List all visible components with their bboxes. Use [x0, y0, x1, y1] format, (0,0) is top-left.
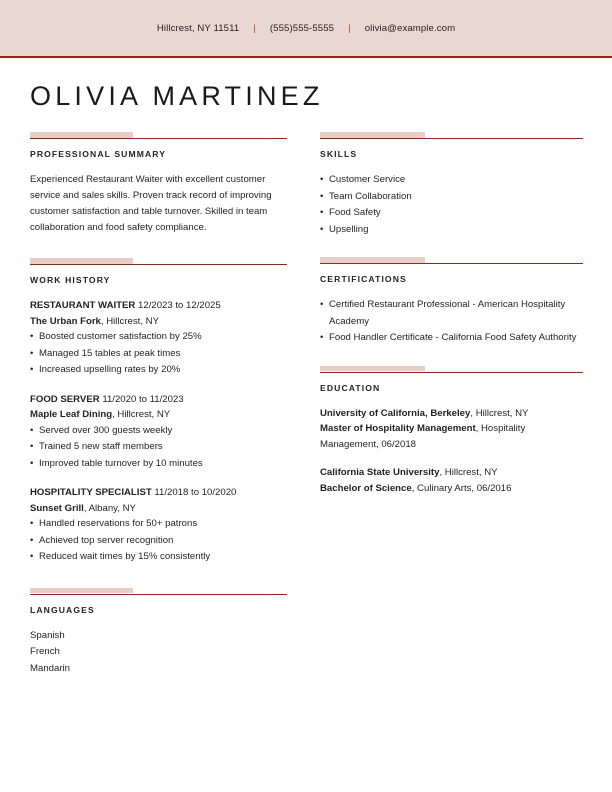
job-company-line	[30, 407, 287, 423]
section-rule	[320, 257, 583, 264]
education-degree: Master of Hospitality Management	[320, 423, 476, 434]
education-school-line	[320, 406, 583, 422]
job-bullet: • Handled reservations for 50+ patrons	[30, 516, 287, 533]
education-entry	[320, 406, 583, 453]
section-certifications	[320, 257, 583, 347]
skills-body	[320, 172, 583, 238]
job-bullet: • Achieved top server recognition	[30, 533, 287, 550]
section-work-history	[30, 258, 287, 566]
languages-body	[30, 628, 287, 678]
education-degree-detail: , Hospitality Management, 06/2018	[320, 423, 526, 450]
professional-summary-body	[30, 172, 287, 236]
job-heading	[30, 485, 287, 501]
job-company-line	[30, 314, 287, 330]
section-rule	[320, 366, 583, 373]
section-title-languages: LANGUAGES	[30, 604, 95, 615]
spacer	[30, 236, 287, 258]
language-item: Mandarin	[30, 662, 70, 674]
job-location: , Albany, NY	[83, 502, 136, 514]
job-bullet: • Increased upselling rates by 20%	[30, 362, 287, 379]
section-rule	[30, 132, 287, 139]
language-item: French	[30, 646, 60, 657]
contact-info	[157, 23, 455, 34]
job-bullet: • Served over 300 guests weekly	[30, 423, 287, 440]
skill-item: • Food Safety	[320, 205, 583, 222]
work-history-entry	[30, 485, 287, 566]
name-block	[0, 58, 612, 110]
right-column	[320, 132, 583, 677]
section-title-work-history: WORK HISTORY	[30, 275, 111, 285]
skill-item: • Customer Service	[320, 172, 583, 189]
certification-item: • Food Handler Certificate - California Food Safety Authority	[320, 330, 583, 347]
section-education	[320, 366, 583, 497]
spacer	[320, 238, 583, 257]
job-heading	[30, 392, 287, 408]
section-rule	[30, 588, 287, 595]
job-location: , Hillcrest, NY	[112, 409, 171, 420]
job-bullet: • Boosted customer satisfaction by 25%	[30, 329, 287, 346]
section-title-education: EDUCATION	[320, 382, 381, 393]
education-entry	[320, 465, 583, 496]
section-title-certifications: CERTIFICATIONS	[320, 274, 407, 284]
section-title-professional-summary: PROFESSIONAL SUMMARY	[30, 149, 167, 159]
education-degree-detail: , Culinary Arts, 06/2016	[411, 482, 512, 494]
section-title-skills: SKILLS	[320, 149, 358, 159]
job-role: FOOD SERVER	[30, 393, 100, 405]
spacer	[30, 566, 287, 588]
language-item: Spanish	[30, 629, 65, 641]
job-dates: 11/2020 to 11/2023	[102, 393, 184, 405]
education-school-location: , Hillcrest, NY	[470, 407, 529, 419]
job-bullet: • Reduced wait times by 15% consistently	[30, 549, 287, 566]
job-role: RESTAURANT WAITER	[30, 300, 136, 311]
education-degree: Bachelor of Science	[320, 482, 412, 494]
certifications-body	[320, 297, 583, 347]
work-history-body	[30, 298, 287, 566]
skill-item: • Team Collaboration	[320, 189, 583, 206]
contact-location: Hillcrest, NY 11511	[156, 22, 240, 34]
professional-summary-text: Experienced Restaurant Waiter with excellent customer service and sales skills. Proven track record of improving customer satisfaction and table turnover. Skilled in team collaboration and food safety compliance.	[30, 174, 272, 233]
job-bullet-list	[30, 423, 287, 473]
candidate-name: OLIVIA MARTINEZ	[30, 81, 324, 111]
skill-list	[320, 172, 583, 238]
job-bullet: • Trained 5 new staff members	[30, 439, 287, 456]
job-bullet-list	[30, 329, 287, 379]
education-school-location: , Hillcrest, NY	[439, 467, 498, 478]
work-history-entry	[30, 298, 287, 379]
job-role: HOSPITALITY SPECIALIST	[30, 487, 152, 498]
work-history-entry	[30, 392, 287, 473]
job-bullet-list	[30, 516, 287, 566]
education-degree-line	[320, 421, 583, 452]
education-school: California State University	[320, 467, 440, 478]
section-rule	[320, 132, 583, 139]
contact-phone: (555)555-5555	[269, 22, 335, 34]
section-skills	[320, 132, 583, 238]
resume-body	[0, 132, 612, 677]
section-rule	[30, 258, 287, 265]
contact-separator-1: |	[253, 22, 256, 34]
education-school-line	[320, 465, 583, 481]
education-degree-line	[320, 481, 583, 497]
left-column	[30, 132, 287, 677]
spacer	[320, 347, 583, 366]
job-bullet: • Managed 15 tables at peak times	[30, 346, 287, 363]
job-dates: 12/2023 to 12/2025	[138, 300, 221, 311]
job-company: The Urban Fork	[30, 315, 101, 327]
skill-item: • Upselling	[320, 222, 583, 239]
job-dates: 11/2018 to 10/2020	[154, 487, 237, 498]
contact-header-band	[0, 0, 612, 58]
language-list	[30, 628, 287, 678]
job-bullet: • Improved table turnover by 10 minutes	[30, 456, 287, 473]
job-company: Maple Leaf Dining	[30, 409, 113, 420]
job-company-line	[30, 501, 287, 517]
job-company: Sunset Grill	[30, 502, 84, 514]
section-professional-summary	[30, 132, 287, 236]
job-location: , Hillcrest, NY	[100, 315, 160, 327]
certification-list	[320, 297, 583, 347]
certification-item: • Certified Restaurant Professional - American Hospitality Academy	[320, 297, 583, 330]
contact-separator-2: |	[348, 22, 351, 34]
column-gap	[287, 132, 320, 677]
education-school: University of California, Berkeley	[320, 407, 471, 419]
job-heading	[30, 298, 287, 314]
education-body	[320, 406, 583, 497]
section-languages	[30, 588, 287, 678]
contact-email: olivia@example.com	[364, 22, 456, 34]
